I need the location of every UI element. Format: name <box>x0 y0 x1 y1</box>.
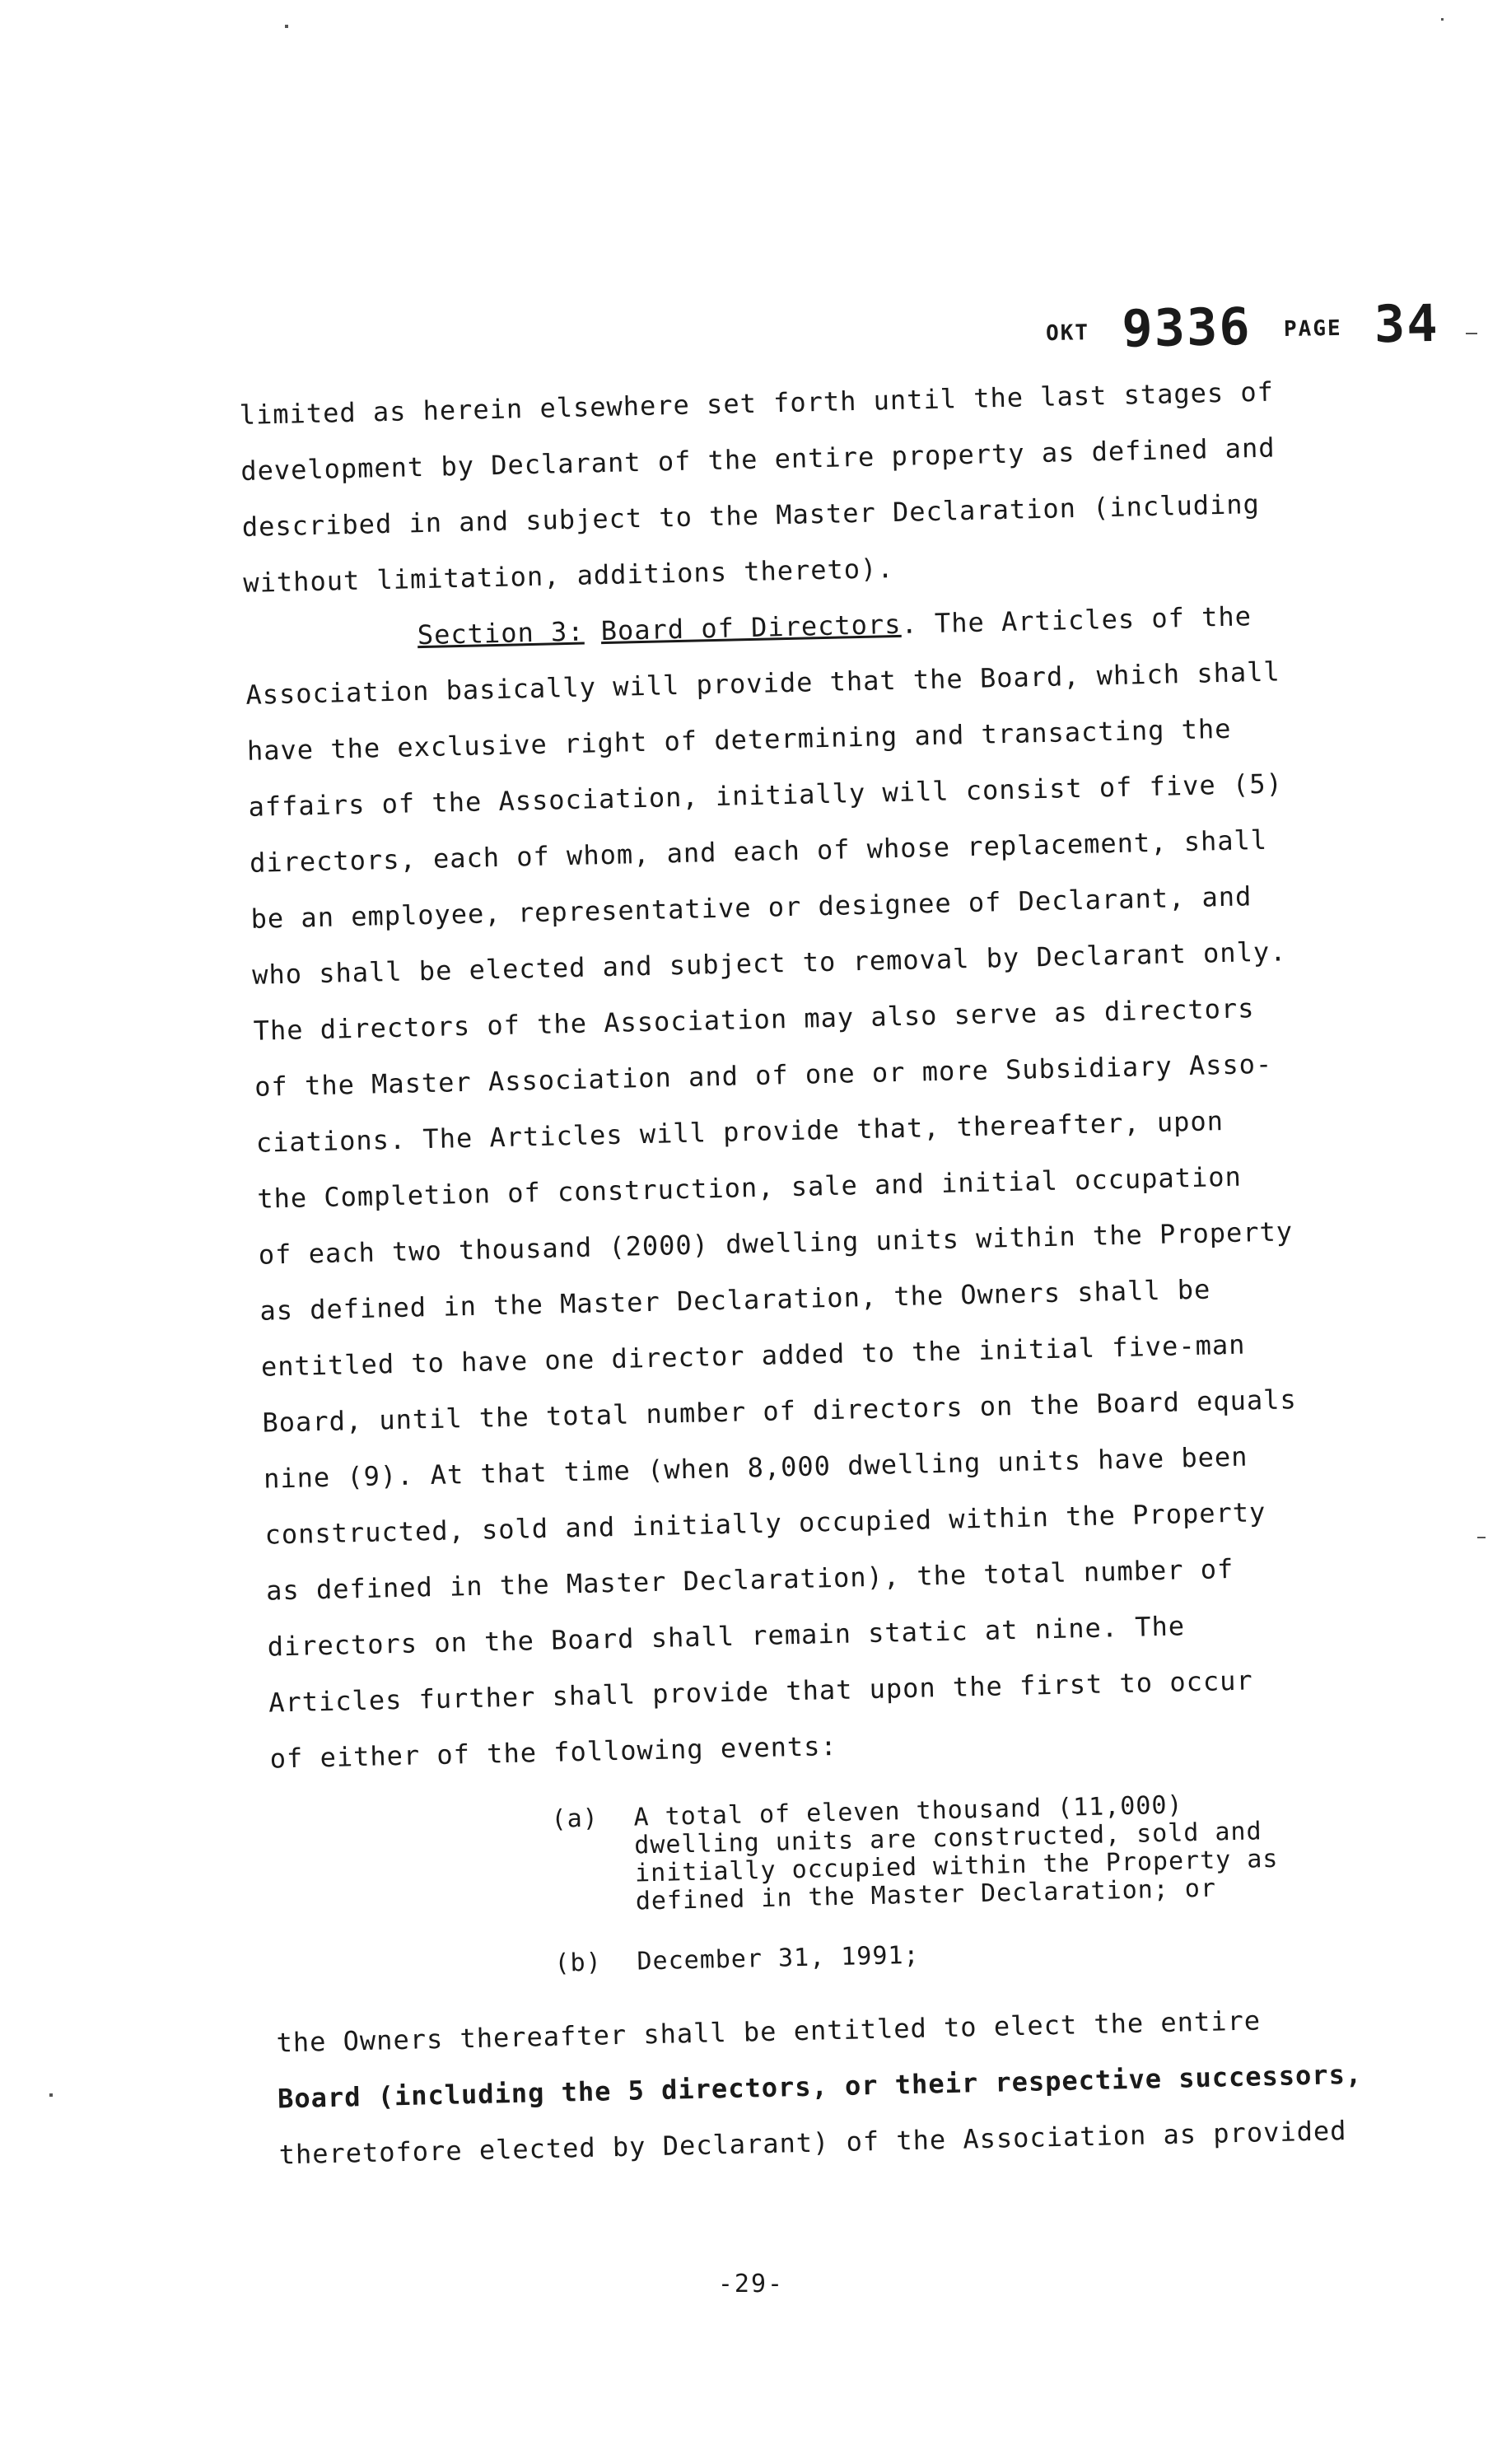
section-intro: . The Articles of the <box>901 600 1252 640</box>
text-line: have the exclusive right of determining and transacting the <box>246 712 1232 767</box>
list-item-label: (a) <box>551 1804 599 1834</box>
list-item-text: December 31, 1991; <box>637 1940 920 1976</box>
event-list <box>271 1772 1411 1998</box>
text-line: ciations. The Articles will provide that, thereafter, upon <box>255 1105 1224 1159</box>
scan-speck <box>1441 18 1444 21</box>
section-title: Board of Directors <box>600 608 902 647</box>
text-line: without limitation, additions thereto). <box>242 553 894 599</box>
text-line: the Completion of construction, sale and initial occupation <box>256 1160 1243 1215</box>
book-page-stamp <box>1045 293 1439 360</box>
section-label: Section 3: <box>417 615 585 651</box>
scan-speck <box>285 25 288 28</box>
text-line: Articles further shall provide that upon the first to occur <box>268 1664 1254 1719</box>
scan-speck <box>1477 1537 1486 1538</box>
text-line: limited as herein elsewhere set forth until the last stages of <box>239 376 1275 431</box>
text-line: who shall be elected and subject to removal by Declarant only. <box>251 936 1287 991</box>
text-line: constructed, sold and initially occupied within the Property <box>264 1496 1266 1551</box>
text-line: directors, each of whom, and each of whose replacement, shall <box>249 824 1268 879</box>
text-line: theretofore elected by Declarant) of the Association as provided <box>278 2115 1347 2171</box>
stamp-page-number: 34 <box>1374 292 1440 355</box>
text-line: of either of the following events: <box>269 1729 838 1775</box>
text-line: The directors of the Association may also serve as directors <box>253 992 1255 1047</box>
text-line: of each two thousand (2000) dwelling units within the Property <box>258 1216 1294 1271</box>
text-line: entitled to have one director added to the initial five-man <box>260 1328 1246 1383</box>
book-prefix: OKT <box>1045 320 1090 347</box>
list-item-text: A total of eleven thousand (11,000) dwelling units are constructed, sold and initially occupied within the Property as defined in the Master Declaration; or <box>633 1790 1279 1916</box>
text-line: directors on the Board shall remain static at nine. The <box>267 1610 1186 1663</box>
text-line: Board, until the total number of directors on the Board equals <box>262 1384 1298 1439</box>
text-line: be an employee, representative or designee of Declarant, and <box>250 880 1252 935</box>
document-body <box>239 362 1416 2183</box>
text-line: described in and subject to the Master Declaration (including <box>241 488 1261 543</box>
text-line: as defined in the Master Declaration), the total number of <box>265 1552 1234 1607</box>
text-line: of the Master Association and of one or more Subsidiary Asso- <box>254 1048 1273 1103</box>
list-item-label: (b) <box>554 1948 603 1978</box>
text-line: Association basically will provide that the Board, which shall <box>245 656 1281 711</box>
text-line: as defined in the Master Declaration, the Owners shall be <box>259 1273 1211 1327</box>
text-line: nine (9). At that time (when 8,000 dwelling units have been <box>263 1440 1248 1495</box>
text-line: affairs of the Association, initially will consist of five (5) <box>248 768 1284 823</box>
scan-speck <box>1466 333 1477 334</box>
book-number: 9336 <box>1121 296 1252 359</box>
text-line: Board (including the 5 directors, or their respective successors, <box>277 2058 1363 2115</box>
page-footer-number: -29- <box>717 2270 785 2298</box>
text-line: the Owners thereafter shall be entitled to elect the entire <box>276 2004 1262 2059</box>
text-line: development by Declarant of the entire property as defined and <box>240 432 1276 487</box>
page-prefix: PAGE <box>1283 315 1342 343</box>
list-item <box>554 1916 1411 1992</box>
list-item <box>551 1772 1410 1918</box>
scan-speck <box>49 2093 53 2097</box>
